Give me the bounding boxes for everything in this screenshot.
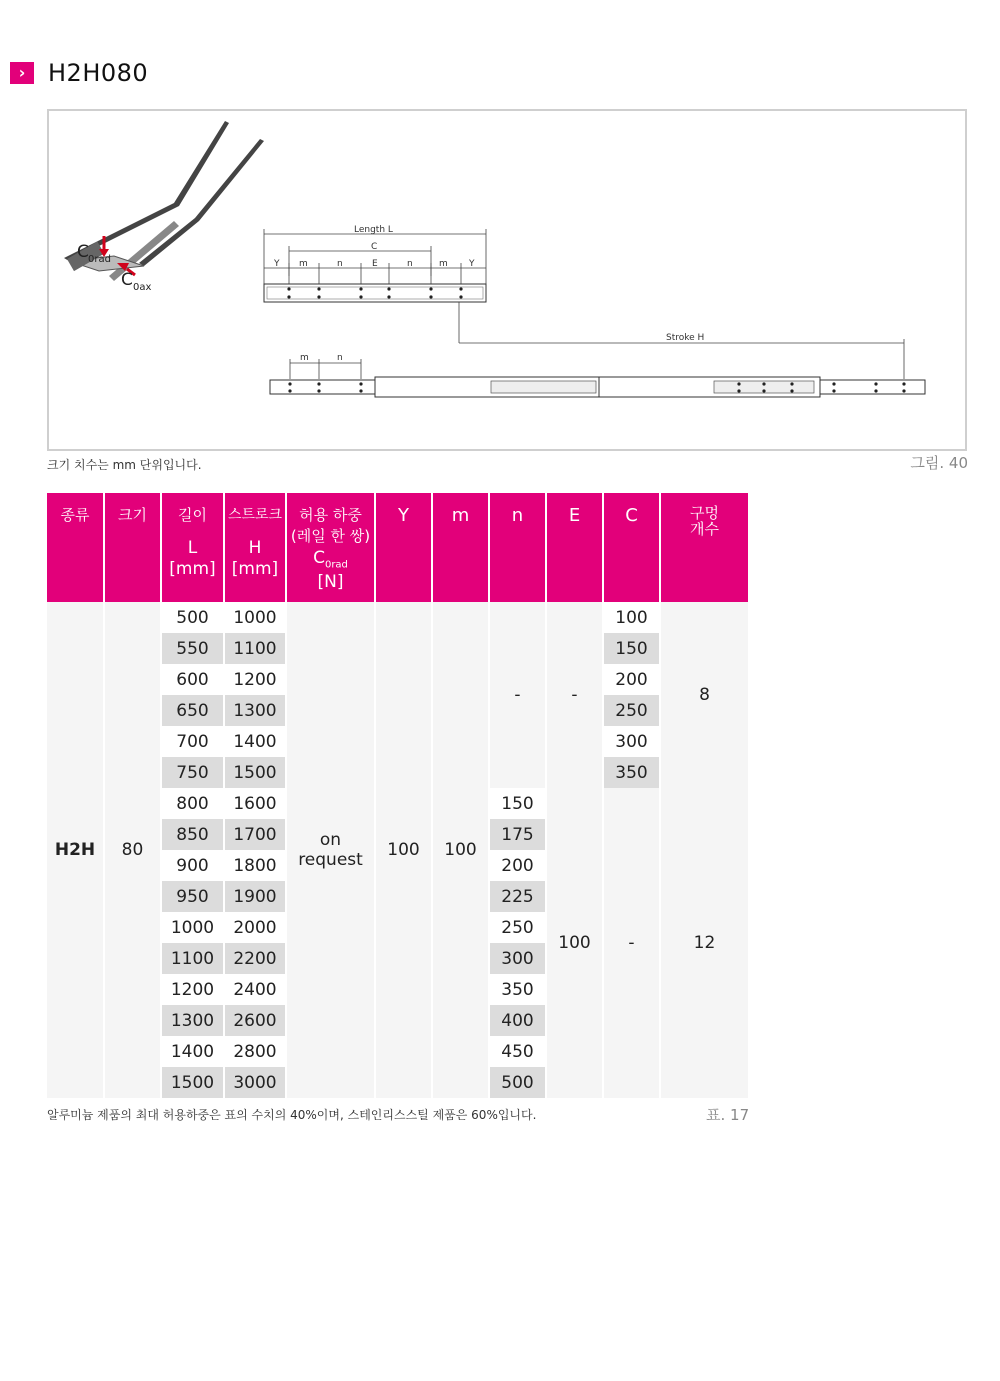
seg-n2: n [407,259,413,269]
stroke-cell: 1700 [225,819,287,850]
stroke-cell: 1400 [225,726,287,757]
length-cell: 1300 [162,1005,225,1036]
spec-table [47,493,750,1098]
stroke-cell: 1300 [225,695,287,726]
stroke-cell: 3000 [225,1067,287,1098]
n-cell: 150 [490,788,547,819]
figure-number: 그림. 40 [910,454,968,472]
length-cell: 650 [162,695,225,726]
drawing-svg [49,111,965,449]
c-cell: 200 [604,664,661,695]
n-cell: 250 [490,912,547,943]
load-value: on [319,830,342,850]
header-size: 크기 [105,493,162,602]
n-cell: 225 [490,881,547,912]
length-cell: 900 [162,850,225,881]
stroke-cell: 2000 [225,912,287,943]
table-row [47,602,750,633]
length-cell: 1000 [162,912,225,943]
bottom-seg-n: n [337,353,343,363]
seg-n1: n [337,259,343,269]
length-cell: 1500 [162,1067,225,1098]
header-load: 허용 하중 (레일 한 쌍) $C_{0rad}$ [N] [287,493,376,602]
c0rad-sub: 0rad [88,254,111,265]
length-cell: 1200 [162,974,225,1005]
bottom-seg-m: m [300,353,309,363]
c-cell: 300 [604,726,661,757]
title-row [10,58,148,88]
n-cell: 400 [490,1005,547,1036]
length-cell: 1400 [162,1036,225,1067]
stroke-dimension [290,302,904,379]
c-cell: - [604,788,661,1098]
seg-m1: m [299,259,308,269]
stroke-cell: 1100 [225,633,287,664]
c-cell: 150 [604,633,661,664]
n-cell: 200 [490,850,547,881]
n-cell: 350 [490,974,547,1005]
length-cell: 850 [162,819,225,850]
header-e: E [547,493,604,602]
n-cell: 175 [490,819,547,850]
figure-caption: 크기 치수는 mm 단위입니다. [47,458,202,472]
stroke-cell: 2800 [225,1036,287,1067]
e-cell: - [547,602,604,788]
stroke-label: Stroke H [666,333,705,343]
c-cell: 350 [604,757,661,788]
table-caption: 알루미늄 제품의 최대 허용하중은 표의 수치의 40%이며, 스테인리스스틸 제품은 60%입니다. [47,1108,537,1122]
technical-drawing [47,109,967,451]
stroke-cell: 1000 [225,602,287,633]
table-body [47,602,750,1098]
n-cell: 300 [490,943,547,974]
holes-cell: 12 [661,788,750,1098]
m-cell: 100 [433,602,490,1098]
length-cell: 1100 [162,943,225,974]
length-cell: 550 [162,633,225,664]
header-stroke: 스트로크 H [mm] [225,493,287,602]
stroke-cell: 2200 [225,943,287,974]
stroke-cell: 2600 [225,1005,287,1036]
top-dimensions [264,229,486,286]
c0ax-label: C [121,270,133,290]
stroke-cell: 2400 [225,974,287,1005]
page-title: H2H080 [48,59,149,87]
seg-e: E [372,259,378,269]
size-cell: 80 [105,602,162,1098]
holes-cell: 8 [661,602,750,788]
closed-rail [264,284,486,302]
load-value-2: request [298,850,363,870]
length-cell: 500 [162,602,225,633]
c-label: C [371,242,378,252]
table-number: 표. 17 [706,1106,750,1124]
length-cell: 750 [162,757,225,788]
stroke-cell: 1500 [225,757,287,788]
seg-y2: Y [469,259,475,269]
header-n: n [490,493,547,602]
y-cell: 100 [376,602,433,1098]
stroke-cell: 1600 [225,788,287,819]
load-cell [287,602,376,1098]
n-cell: 450 [490,1036,547,1067]
header-holes: 구멍 개수 [661,493,750,602]
c-cell: 100 [604,602,661,633]
extended-rail [270,377,925,397]
c-cell: 250 [604,695,661,726]
c0ax-sub: 0ax [133,282,152,293]
n-cell: - [490,602,547,788]
table-header-row [47,493,750,602]
chevron-right-icon: › [10,62,34,84]
length-cell: 700 [162,726,225,757]
header-y: Y [376,493,433,602]
length-cell: 800 [162,788,225,819]
length-label: Length L [354,225,393,235]
header-m: m [433,493,490,602]
length-cell: 600 [162,664,225,695]
c0rad-label: C [77,242,89,262]
seg-y1: Y [274,259,280,269]
header-type: 종류 [47,493,105,602]
stroke-cell: 1800 [225,850,287,881]
e-cell: 100 [547,788,604,1098]
header-length: 길이 L [mm] [162,493,225,602]
header-c: C [604,493,661,602]
seg-m2: m [439,259,448,269]
type-cell: H2H [47,602,105,1098]
n-cell: 500 [490,1067,547,1098]
stroke-cell: 1200 [225,664,287,695]
length-cell: 950 [162,881,225,912]
stroke-cell: 1900 [225,881,287,912]
